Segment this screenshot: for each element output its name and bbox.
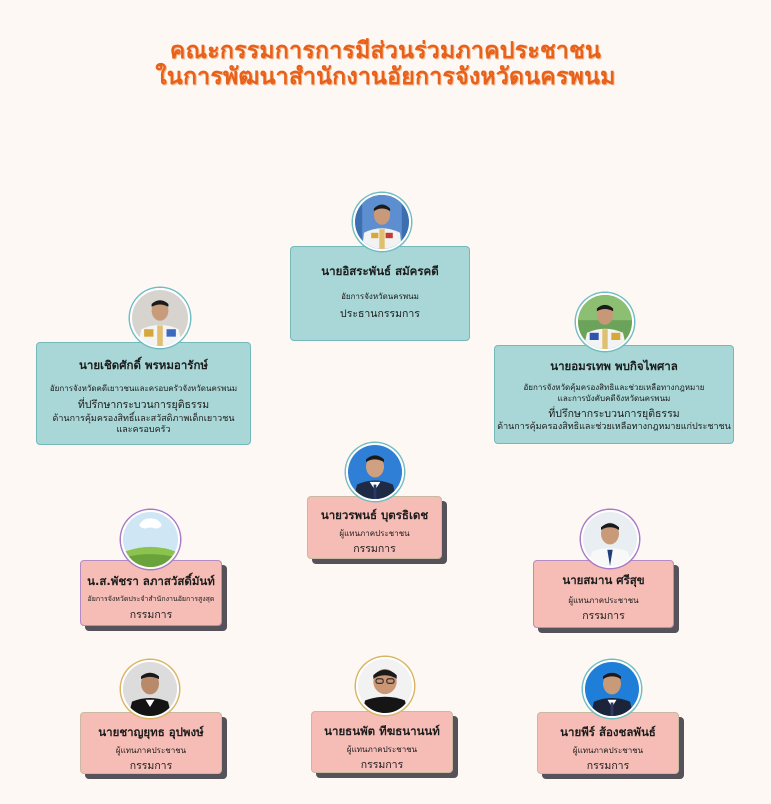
- member-role: กรรมการ: [129, 609, 173, 621]
- bottom-center-avatar: [356, 657, 414, 715]
- page-title-line-1: คณะกรรมการการมีส่วนร่วมภาคประชาชน: [169, 38, 602, 64]
- member-name: นายอิสระพันธ์ สมัครคดี: [321, 264, 439, 278]
- member-role: กรรมการ: [129, 760, 173, 772]
- member-position: ผู้แทนภาคประชาชน: [339, 529, 410, 538]
- left-mid-avatar: [121, 510, 180, 569]
- member-name: นายเชิดศักดิ์ พรหมอารักษ์: [79, 358, 208, 372]
- member-position: ผู้แทนภาคประชาชน: [572, 746, 644, 755]
- member-position: ผู้แทนภาคประชาชน: [568, 596, 639, 605]
- member-role-detail: และครอบครัว: [116, 425, 171, 435]
- advisor-right-card: [494, 345, 734, 444]
- advisor-left-card: [36, 342, 251, 445]
- member-position: ผู้แทนภาคประชาชน: [346, 745, 418, 754]
- bottom-right-card: [537, 712, 679, 774]
- member-name: นายวรพนธ์ บุตรธิเดช: [320, 508, 429, 522]
- bottom-right-avatar: [583, 660, 641, 718]
- chair-avatar: [353, 193, 411, 251]
- member-role: กรรมการ: [582, 610, 625, 622]
- member-role-detail: ด้านการคุ้มครองสิทธิ์และสวัสดิภาพเด็กเยาวชน: [52, 414, 235, 424]
- member-name: นายอมรเทพ พบกิจไพศาล: [550, 359, 678, 373]
- bottom-left-card: [80, 712, 222, 774]
- member-position: อัยการจังหวัดนครพนม: [341, 292, 419, 301]
- member-role-detail: ด้านการคุ้มครองสิทธิและช่วยเหลือทางกฎหมายแก่ประชาชน: [497, 422, 731, 432]
- center-card: [307, 496, 442, 559]
- member-position: อัยการจังหวัดคดีเยาวชนและครอบครัวจังหวัดนครพนม: [49, 384, 238, 393]
- member-position: อัยการจังหวัดคุ้มครองสิทธิและช่วยเหลือทางกฎหมาย: [523, 383, 705, 392]
- member-name: นายชาญยุทธ อุปพงษ์: [98, 725, 204, 739]
- member-name: นายธนพัต ทีฆธนานนท์: [324, 724, 440, 738]
- advisor-right-avatar: [576, 293, 634, 351]
- center-avatar: [346, 443, 404, 501]
- member-role: กรรมการ: [353, 543, 396, 555]
- member-name: น.ส.พัชรา ลภาสวัสดิ์มันท์: [87, 574, 215, 588]
- chair-card: [290, 246, 470, 341]
- member-position: และการบังคับคดีจังหวัดนครพนม: [557, 394, 671, 403]
- bottom-left-avatar: [121, 660, 179, 718]
- member-position: อัยการจังหวัดประจำสำนักงานอัยการสูงสุด: [87, 595, 215, 603]
- page-title-line-2: ในการพัฒนาสำนักงานอัยการจังหวัดนครพนม: [155, 64, 616, 90]
- advisor-left-avatar: [130, 288, 190, 348]
- right-mid-avatar: [581, 510, 639, 568]
- bottom-center-card: [311, 711, 453, 773]
- member-name: นายสมาน ศรีสุข: [562, 573, 645, 587]
- member-role: ที่ปรึกษากระบวนการยุติธรรม: [77, 399, 210, 411]
- member-role: ประธานกรรมการ: [340, 308, 420, 320]
- member-role: ที่ปรึกษากระบวนการยุติธรรม: [548, 408, 680, 420]
- right-mid-card: [533, 560, 674, 628]
- member-position: ผู้แทนภาคประชาชน: [115, 746, 187, 755]
- left-mid-card: [80, 560, 222, 626]
- member-role: กรรมการ: [586, 760, 630, 772]
- member-name: นายพีร์ ส้องชลพันธ์: [560, 725, 656, 739]
- member-role: กรรมการ: [360, 759, 404, 771]
